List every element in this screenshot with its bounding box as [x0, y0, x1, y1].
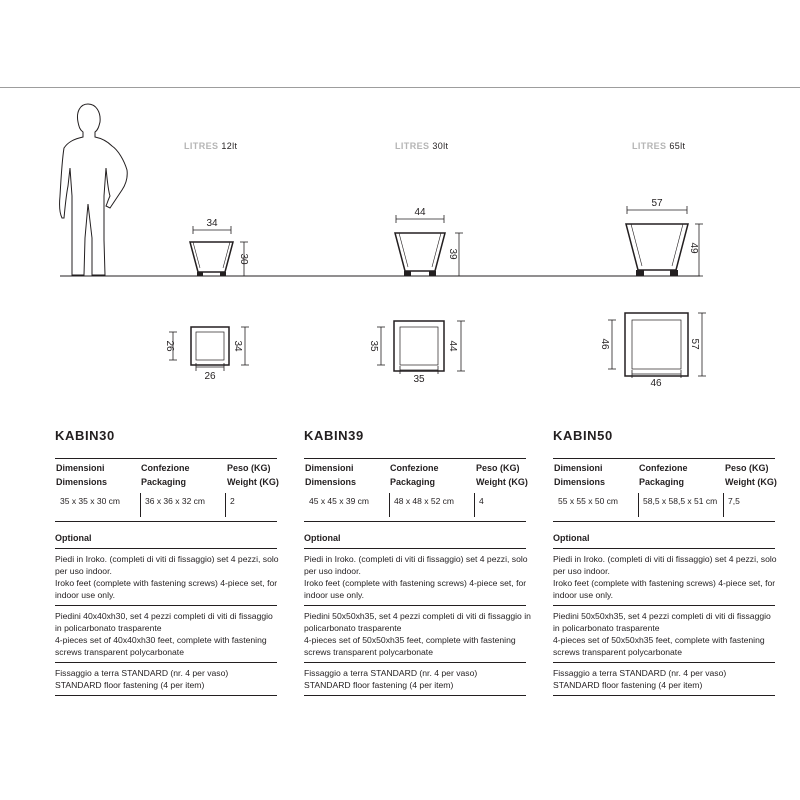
- product-kabin39: [304, 428, 531, 696]
- optional-item: Piedini 50x50xh35, set 4 pezzi completi di viti di fissaggio in policarbonato trasparente 4-pieces set of 50x50xh35 feet, complete with fastening screws transparent polycarbonate: [553, 606, 775, 663]
- kabin50-elevation: [626, 206, 703, 276]
- spec-table: [304, 458, 526, 522]
- optional-heading: Optional: [55, 522, 277, 549]
- kabin39-plan-inner-side-label: 35: [368, 340, 379, 352]
- packaging-header-en: Packaging: [141, 477, 187, 487]
- kabin50-width-label: 57: [651, 198, 663, 209]
- dimensions-header-en: Dimensions: [56, 477, 108, 487]
- kabin50-litres: LITRES 65lt: [632, 141, 686, 151]
- product-kabin50: [553, 428, 775, 696]
- packaging-value: 36 x 36 x 32 cm: [145, 496, 206, 506]
- optional-item: Piedi in Iroko. (completi di viti di fissaggio) set 4 pezzi, solo per uso indoor. Iroko feet (complete with fastening screws) 4-piece set, for indoor use only.: [55, 549, 277, 606]
- weight-header-it: Peso (KG): [725, 463, 769, 473]
- weight-header-it: Peso (KG): [476, 463, 520, 473]
- product-name: KABIN30: [55, 428, 115, 443]
- product-name: KABIN39: [304, 428, 364, 443]
- kabin50-height-label: 49: [688, 242, 699, 254]
- dimensions-header-it: Dimensioni: [554, 463, 603, 473]
- kabin30-elevation: [190, 226, 248, 276]
- dimensions-header-it: Dimensioni: [305, 463, 354, 473]
- kabin39-width-label: 44: [414, 207, 426, 218]
- kabin39-plan-outer-side-label: 44: [447, 340, 458, 352]
- packaging-header-it: Confezione: [141, 463, 190, 473]
- dimensions-header-en: Dimensions: [554, 477, 606, 487]
- human-scale-figure: [60, 104, 128, 275]
- kabin30-plan-bottom-label: 26: [204, 371, 216, 382]
- packaging-header-en: Packaging: [390, 477, 436, 487]
- dimensions-value: 35 x 35 x 30 cm: [60, 496, 121, 506]
- kabin39-elevation: [395, 215, 463, 276]
- weight-header-en: Weight (KG): [227, 477, 279, 487]
- kabin50-plan-inner-side-label: 46: [599, 338, 610, 350]
- packaging-value: 48 x 48 x 52 cm: [394, 496, 455, 506]
- optional-heading: Optional: [304, 522, 526, 549]
- weight-value: 2: [230, 496, 235, 506]
- kabin50-plan-bottom-label: 46: [650, 378, 662, 389]
- spec-table: [553, 458, 775, 522]
- packaging-header-it: Confezione: [639, 463, 688, 473]
- packaging-header-en: Packaging: [639, 477, 685, 487]
- optional-heading: Optional: [553, 522, 775, 549]
- kabin30-litres: LITRES 12lt: [184, 141, 238, 151]
- weight-header-it: Peso (KG): [227, 463, 271, 473]
- optional-item: Piedini 50x50xh35, set 4 pezzi completi di viti di fissaggio in policarbonato trasparente 4-pieces set of 50x50xh35 feet, complete with fastening screws transparent polycarbonate: [304, 606, 526, 663]
- optional-item: Piedi in Iroko. (completi di viti di fissaggio) set 4 pezzi, solo per uso indoor. Iroko feet (complete with fastening screws) 4-piece set, for indoor use only.: [553, 549, 775, 606]
- packaging-header-it: Confezione: [390, 463, 439, 473]
- kabin30-plan-outer-side-label: 34: [232, 340, 243, 352]
- dimensions-header-it: Dimensioni: [56, 463, 105, 473]
- optional-item: Fissaggio a terra STANDARD (nr. 4 per vaso) STANDARD floor fastening (4 per item): [553, 663, 775, 696]
- kabin30-height-label: 30: [238, 253, 249, 265]
- kabin30-width-label: 34: [206, 218, 218, 229]
- packaging-value: 58,5 x 58,5 x 51 cm: [643, 496, 718, 506]
- weight-header-en: Weight (KG): [476, 477, 528, 487]
- dimensions-value: 45 x 45 x 39 cm: [309, 496, 370, 506]
- optional-item: Fissaggio a terra STANDARD (nr. 4 per vaso) STANDARD floor fastening (4 per item): [304, 663, 526, 696]
- optional-item: Fissaggio a terra STANDARD (nr. 4 per vaso) STANDARD floor fastening (4 per item): [55, 663, 277, 696]
- kabin39-height-label: 39: [447, 248, 458, 260]
- optional-item: Piedi in Iroko. (completi di viti di fissaggio) set 4 pezzi, solo per uso indoor. Iroko feet (complete with fastening screws) 4-piece set, for indoor use only.: [304, 549, 526, 606]
- weight-value: 4: [479, 496, 484, 506]
- kabin39-litres: LITRES 30lt: [395, 141, 449, 151]
- weight-header-en: Weight (KG): [725, 477, 777, 487]
- product-name: KABIN50: [553, 428, 613, 443]
- optional-item: Piedini 40x40xh30, set 4 pezzi completi di viti di fissaggio in policarbonato trasparente 4-pieces set of 40x40xh30 feet, complete with fastening screws transparent polycarbonate: [55, 606, 277, 663]
- dimensions-value: 55 x 55 x 50 cm: [558, 496, 619, 506]
- kabin30-plan-inner-side-label: 26: [164, 340, 175, 352]
- dimensions-header-en: Dimensions: [305, 477, 357, 487]
- product-kabin30: [55, 428, 277, 696]
- weight-value: 7,5: [728, 496, 740, 506]
- kabin39-plan-bottom-label: 35: [413, 374, 425, 385]
- spec-table: [55, 458, 277, 522]
- kabin50-plan-outer-side-label: 57: [689, 338, 700, 350]
